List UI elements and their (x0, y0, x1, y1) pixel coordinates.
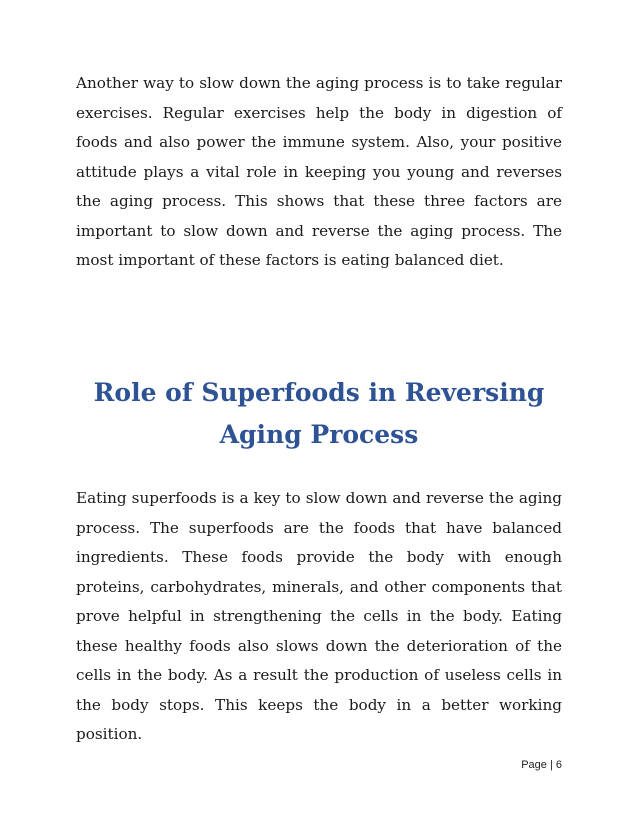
superfoods-paragraph: Eating superfoods is a key to slow down and reverse the aging process. The superfoods are the foods that have balanced ingredients. These foods provide the body with enough proteins, carbohydrates, minerals, and other components that prove helpful in strengthening the cells in the body. Eating these healthy foods also slows down the deterioration of the cells in the body. As a result the production of useless cells in the body stops. This keeps the body in a better working position. (76, 489, 562, 743)
section-heading: Role of Superfoods in Reversing Aging Process (93, 378, 545, 449)
intro-paragraph: Another way to slow down the aging process is to take regular exercises. Regular exercises help the body in digestion of foods and also power the immune system. Also, your positive attitude plays a vital role in keeping you young and reverses the aging process. This shows that these three factors are important to slow down and reverse the aging process. The most important of these factors is eating balanced diet. (76, 74, 562, 269)
page-number: Page | 6 (521, 759, 562, 771)
